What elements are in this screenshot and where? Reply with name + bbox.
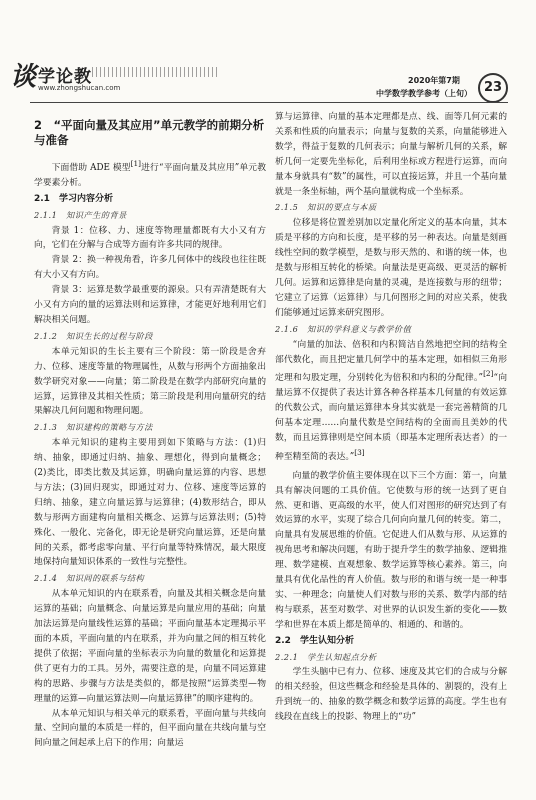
subsubsection-heading: 2.1.4 知识间的联系与结构	[34, 573, 145, 584]
journal-name: 中学数学教学参考（上旬）	[376, 89, 472, 98]
paragraph: 从本单元知识与相关单元的联系看，平面向量与共线向量、空间向量的本质是一样的，但平面向量在共线向量与空间向量之间起承上启下的作用；向量运	[34, 708, 266, 749]
subsubsection-heading: 2.2.1 学生认知起点分析	[275, 651, 377, 662]
paragraph: “向量的加法、倍积和内积简洁自然地把空间的结构全部代数化，而且把定量几何学中的基本定理，如相似三角形定理和勾股定理，分别转化为倍积和内积的分配律。”[2]“向量运算不仅提供了表达计算各种各样基本几何量的有效运算的代数公式，而向量运算律本身其实就是一套完善精简的几何基本定理……向量代数是空间结构的全面而且美妙的代数，而且运算律则是空间本质（即基本定理所表达者）的一种至精至简的表达。”[3]	[275, 339, 507, 462]
paragraph: 向量的教学价值主要体现在以下三个方面：第一，向量具有解决问题的工具价值。它使数与形的统一达到了更自然、更和谐、更高级的水平，使人们对图形的研究达到了有效运算的水平，实现了综合几何向向量几何的转变。第二，向量具有发展思维的价值。它促进人们从数与形、从运算的视角思考和解决问题，有助于提升学生的数学抽象、逻辑推理、数学建模、直观想象、数学运算等核心素养。第三，向量具有优化品性的育人价值。数与形的和谐与统一是一种事实、一种理念；向量使人们对数与形的关系、数学内部的结构与联系，甚至对数学、对世界的认识发生新的变化——数学和世界在本质上都是简单的、相通的、和谐的。	[275, 470, 507, 630]
page-number: 23	[478, 73, 508, 103]
subsubsection-heading: 2.1.6 知识的学科意义与教学价值	[275, 323, 412, 334]
paragraph: 位移是将位置差别加以定量化所定义的基本向量，其本质是平移的方向和长度，是平移的另一种表达。向量是刻画线性空间的数学模型，是数与形天然的、和谐的统一体，也是数与形相互转化的桥梁。向量法是更高级、更灵活的解析几何。运算和运算律是向量的灵魂，是连接数与形的纽带；它建立了运算（运算律）与几何图形之间的对应关系，使我们能够通过运算来研究图形。	[275, 218, 507, 318]
paragraph: 背景 2：换一种视角看，许多几何体中的线段也往往既有大小又有方向。	[34, 255, 266, 281]
page-header	[0, 0, 536, 100]
subsubsection-heading: 2.1.3 知识建构的策略与方法	[34, 422, 153, 433]
column-logo-mark: 谈	[10, 62, 37, 92]
section-heading: 2 “平面向量及其应用”单元教学的前期分析与准备	[34, 118, 265, 147]
left-column	[34, 110, 266, 751]
paragraph: 背景 1：位移、力、速度等物理量都既有大小又有方向，它们在分解与合成等方面有许多共同的规律。	[34, 225, 266, 251]
right-column	[275, 110, 507, 725]
paragraph: 算与运算律、向量的基本定理都是点、线、面等几何元素的关系和性质的向量表示；向量与复数的关系，向量能够进入数学，得益于复数的几何表示；向量与解析几何的关系，解析几何一定要先坐标化，后利用坐标或方程进行运算，而向量本身就具有“数”的属性，可以直接运算，并且一个基向量就是一条坐标轴，两个基向量就构成一个坐标系。	[275, 112, 507, 197]
subsubsection-heading: 2.1.5 知识的要点与本质	[275, 202, 377, 213]
paragraph: 背景 3：运算是数学最重要的源泉。只有弄清楚既有大小又有方向的量的运算法则和运算律，才能更好地利用它们解决相关问题。	[34, 285, 266, 325]
subsubsection-heading: 2.1.1 知识产生的背景	[34, 209, 127, 220]
paragraph: 从本单元知识的内在联系看，向量及其相关概念是向量运算的基础；向量概念、向量运算是向量应用的基础；向量加法运算是向量线性运算的基础；平面向量基本定理揭示平面的本质，平面向量的内在联系，并为向量之间的相互转化提供了依据；平面向量的坐标表示为向量的数量化和运算提供了更有力的工具。另外，需要注意的是，向量不同运算建构的思路、步骤与方法是类似的，都是按照“运算类型—物理量的运算—向量运算法则—向量运算律”的顺序建构的。	[34, 589, 266, 704]
paragraph: 本单元知识的生长主要有三个阶段：第一阶段是舍弃力、位移、速度等量的物理属性，从数与形两个方面抽象出数学研究对象——向量；第二阶段是在数学内部研究向量的运算，运算律及其相关性质；第三阶段是利用向量研究的结果解决几何问题和物理问题。	[34, 346, 266, 417]
subsection-heading: 2.1 学习内容分析	[34, 193, 113, 204]
subsubsection-heading: 2.1.2 知识生长的过程与阶段	[34, 330, 153, 341]
journal-url: www.zhongshucan.com	[38, 84, 121, 92]
paragraph: 下面借助 ADE 模型[1]进行“平面向量及其应用”单元教学要素分析。	[34, 159, 267, 188]
subsection-heading: 2.2 学生认知分析	[275, 635, 354, 646]
header-rule	[30, 102, 508, 103]
issue-label: 2020年第7期	[408, 76, 460, 85]
decorative-stripe	[92, 67, 217, 77]
paragraph: 本单元知识的建构主要用到如下策略与方法：(1)归纳、抽象，即通过归纳、抽象、理想化，得到向量概念；(2)类比，即类比数及其运算，明确向量运算的内容、思想与方法；(3)回归现实，即通过对力、位移、速度等运算的归纳、抽象，建立向量运算与运算律；(4)数形结合，即从数与形两方面建构向量相关概念、运算与运算法则；(5)特殊化、一般化、完备化，即无论是研究向量运算，还是向量间的关系，都考虑零向量、平行向量等特殊情况，最大限度地保持向量知识体系的一致性与完整性。	[34, 438, 266, 568]
paragraph: 学生头脑中已有力、位移、速度及其它们的合成与分解的相关经验，但这些概念和经验是具体的、割裂的，没有上升到统一的、抽象的数学概念和数学运算的高度。学生也有线段在直线上的投影、物理上的“功”	[275, 667, 507, 723]
column-logo-text: 学论教	[38, 67, 92, 87]
